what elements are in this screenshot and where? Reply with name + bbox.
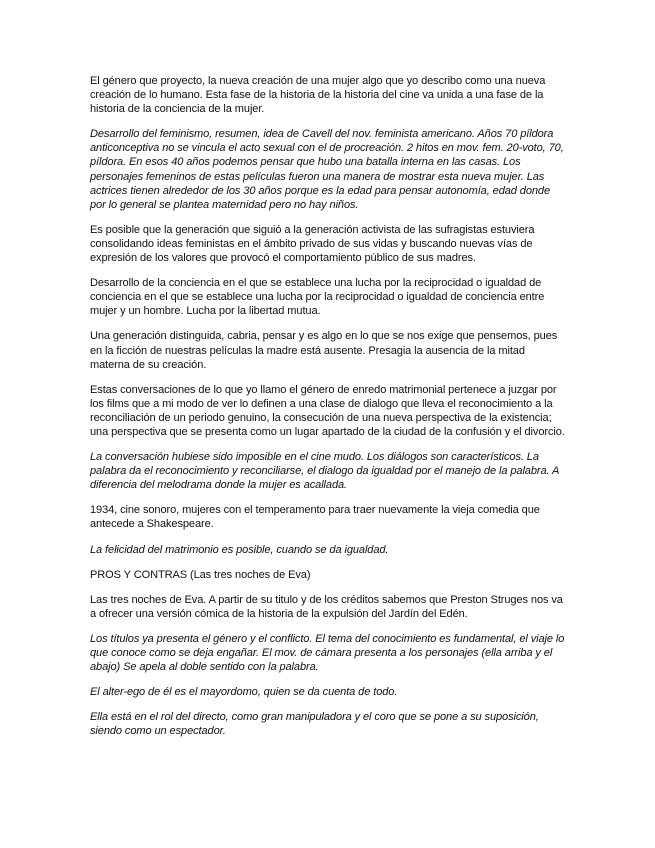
paragraph-3: Es posible que la generación que siguió a la generación activista de las sufragistas estuviera consolidando ideas feministas en el ámbito privado de sus vidas y buscando nuevas vías de expresión de los valores que provocó el comportamiento público de sus madres.	[90, 223, 535, 265]
paragraph-9: La felicidad del matrimonio es posible, cuando se da igualdad.	[90, 543, 389, 556]
paragraph-4: Desarrollo de la conciencia en el que se establece una lucha por la reciprocidad o igualdad de conciencia en el que se establece una lucha por la reciprocidad o igualdad de conciencia entre mujer y un hombre. Lucha por la libertad mutua.	[90, 277, 545, 318]
section-heading: PROS Y CONTRAS (Las tres noches de Eva)	[90, 568, 311, 581]
paragraph-2: Desarrollo del feminismo, resumen, idea de Cavell del nov. feminista americano. Años 70 píldora anticonceptiva no se vincula el acto sexual con el de procreación. 2 hitos en mov. fem. 20-voto, 70, píldora. En esos 40 años podemos pensar que hubo una batalla interna en las casas. Los personajes femeninos de estas películas fueron una manera de mostrar esta nueva mujer. Las actrices tienen alrededor de los 30 años porque es la edad para pensar autonomía, edad donde por lo general se plantea maternidad pero no hay niños.	[90, 128, 564, 211]
paragraph-8: 1934, cine sonoro, mujeres con el temperamento para traer nuevamente la vieja comedia que antecede a Shakespeare.	[90, 504, 540, 531]
paragraph-11: Las tres noches de Eva. A partir de su titulo y de los créditos sabemos que Preston Struges nos va a ofrecer una versión cómica de la historia de la expulsión del Jardín del Edén.	[90, 593, 563, 620]
paragraph-6: Estas conversaciones de lo que yo llamo el género de enredo matrimonial pertenece a juzgar por los films que a mi modo de ver lo definen a una clase de dialogo que lleva el reconocimiento a la reconciliación de un periodo genuino, la consecución de una nueva perspectiva de la existencia; una perspectiva que se presenta como un lugar apartado de la ciudad de la confusión y el divorcio.	[90, 383, 565, 438]
paragraph-5: Una generación distinguida, cabria, pensar y es algo en lo que se nos exige que pensemos, pues en la ficción de nuestras películas la madre está ausente. Presagia la ausencia de la mitad materna de su creación.	[90, 330, 558, 371]
paragraph-1: El género que proyecto, la nueva creación de una mujer algo que yo describo como una nueva creación de lo humano. Esta fase de la historia de la historia del cine va unida a una fase de la historia de la conciencia de la mujer.	[90, 75, 546, 116]
paragraph-12: Los títulos ya presenta el género y el conflicto. El tema del conocimiento es fundamental, el viaje lo que conoce como se deja engañar. El mov. de cámara presenta a los personajes (ella arriba y el abajo) Se apela al doble sentido con la palabra.	[90, 632, 565, 674]
paragraph-7: La conversación hubiese sido imposible en el cine mudo. Los diálogos son característicos. La palabra da el reconocimiento y reconciliarse, el dialogo da igualdad por el manejo de la palabra. A diferencia del melodrama donde la mujer es acallada.	[90, 451, 559, 492]
paragraph-13: El alter-ego de él es el mayordomo, quien se da cuenta de todo.	[90, 686, 398, 699]
paragraph-14: Ella está en el rol del directo, como gran manipuladora y el coro que se pone a su suposición, siendo como un espectador.	[90, 711, 539, 738]
